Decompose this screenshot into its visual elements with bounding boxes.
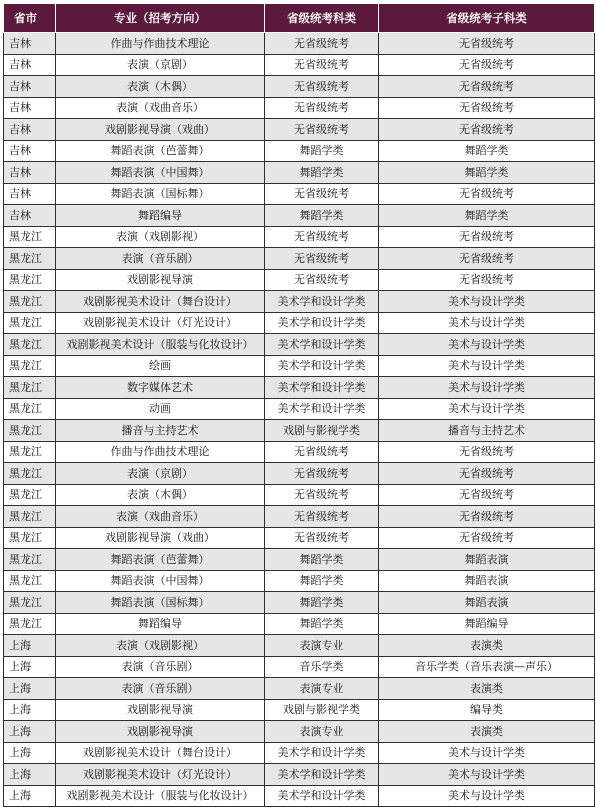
cell-province: 吉林 — [4, 97, 56, 119]
table-row — [4, 248, 595, 270]
cell-exam-category: 舞蹈学类 — [265, 140, 379, 162]
cell-major: 戏剧影视导演 — [56, 699, 265, 721]
cell-exam-category: 无省级统考 — [265, 33, 379, 55]
cell-exam-category: 美术学和设计学类 — [265, 764, 379, 786]
cell-major: 表演（木偶） — [56, 76, 265, 98]
cell-exam-subcategory: 无省级统考 — [379, 76, 595, 98]
cell-major: 数字媒体艺术 — [56, 377, 265, 399]
cell-exam-category: 表演专业 — [265, 635, 379, 657]
cell-province: 黑龙江 — [4, 441, 56, 463]
cell-major: 表演（音乐剧） — [56, 678, 265, 700]
cell-major: 表演（戏剧影视） — [56, 635, 265, 657]
cell-exam-category: 表演专业 — [265, 721, 379, 743]
cell-exam-category: 无省级统考 — [265, 527, 379, 549]
cell-exam-category: 无省级统考 — [265, 441, 379, 463]
cell-exam-subcategory: 无省级统考 — [379, 269, 595, 291]
cell-exam-subcategory: 舞蹈表演 — [379, 549, 595, 571]
cell-exam-category: 美术学和设计学类 — [265, 742, 379, 764]
table-row — [4, 119, 595, 141]
cell-province: 上海 — [4, 785, 56, 807]
cell-exam-subcategory: 舞蹈学类 — [379, 140, 595, 162]
table-row — [4, 183, 595, 205]
cell-major: 戏剧影视美术设计（服装与化妆设计） — [56, 785, 265, 807]
cell-exam-category: 无省级统考 — [265, 97, 379, 119]
table-row — [4, 205, 595, 227]
cell-exam-subcategory: 表演类 — [379, 635, 595, 657]
cell-exam-category: 美术学和设计学类 — [265, 291, 379, 313]
header-exam-subcategory: 省级统考子科类 — [379, 4, 595, 33]
table-row — [4, 54, 595, 76]
cell-exam-subcategory: 无省级统考 — [379, 506, 595, 528]
cell-major: 戏剧影视美术设计（灯光设计） — [56, 764, 265, 786]
cell-exam-category: 无省级统考 — [265, 248, 379, 270]
cell-exam-category: 表演专业 — [265, 678, 379, 700]
table-row — [4, 484, 595, 506]
cell-exam-category: 美术学和设计学类 — [265, 377, 379, 399]
cell-province: 上海 — [4, 742, 56, 764]
table-header — [4, 4, 595, 33]
table-row — [4, 398, 595, 420]
cell-exam-subcategory: 无省级统考 — [379, 484, 595, 506]
cell-major: 戏剧影视导演（戏曲） — [56, 527, 265, 549]
cell-major: 绘画 — [56, 355, 265, 377]
cell-exam-category: 无省级统考 — [265, 54, 379, 76]
cell-exam-subcategory: 无省级统考 — [379, 183, 595, 205]
cell-province: 上海 — [4, 764, 56, 786]
table-row — [4, 420, 595, 442]
table-row — [4, 592, 595, 614]
table-row — [4, 441, 595, 463]
cell-exam-category: 无省级统考 — [265, 76, 379, 98]
admissions-table — [3, 3, 595, 807]
cell-exam-category: 戏剧与影视学类 — [265, 420, 379, 442]
cell-province: 黑龙江 — [4, 291, 56, 313]
cell-major: 表演（京剧） — [56, 54, 265, 76]
cell-major: 舞蹈编导 — [56, 613, 265, 635]
cell-major: 舞蹈表演（芭蕾舞） — [56, 549, 265, 571]
cell-major: 播音与主持艺术 — [56, 420, 265, 442]
cell-exam-subcategory: 美术与设计学类 — [379, 312, 595, 334]
cell-major: 作曲与作曲技术理论 — [56, 441, 265, 463]
cell-exam-category: 舞蹈学类 — [265, 613, 379, 635]
cell-exam-category: 舞蹈学类 — [265, 162, 379, 184]
cell-province: 上海 — [4, 721, 56, 743]
header-row — [4, 4, 595, 33]
cell-exam-category: 戏剧与影视学类 — [265, 699, 379, 721]
table-row — [4, 140, 595, 162]
table-row — [4, 699, 595, 721]
table-row — [4, 549, 595, 571]
cell-exam-subcategory: 美术与设计学类 — [379, 334, 595, 356]
cell-province: 黑龙江 — [4, 420, 56, 442]
cell-major: 动画 — [56, 398, 265, 420]
cell-exam-subcategory: 美术与设计学类 — [379, 355, 595, 377]
cell-major: 表演（京剧） — [56, 463, 265, 485]
cell-exam-subcategory: 美术与设计学类 — [379, 764, 595, 786]
cell-major: 戏剧影视美术设计（服装与化妆设计） — [56, 334, 265, 356]
cell-exam-subcategory: 美术与设计学类 — [379, 785, 595, 807]
table-row — [4, 162, 595, 184]
cell-exam-subcategory: 美术与设计学类 — [379, 377, 595, 399]
cell-exam-subcategory: 无省级统考 — [379, 463, 595, 485]
cell-province: 上海 — [4, 678, 56, 700]
cell-exam-category: 无省级统考 — [265, 226, 379, 248]
table-row — [4, 742, 595, 764]
cell-exam-category: 美术学和设计学类 — [265, 355, 379, 377]
table-row — [4, 312, 595, 334]
cell-major: 戏剧影视美术设计（舞台设计） — [56, 742, 265, 764]
cell-province: 吉林 — [4, 76, 56, 98]
cell-major: 表演（戏曲音乐） — [56, 506, 265, 528]
cell-province: 黑龙江 — [4, 527, 56, 549]
cell-major: 表演（音乐剧） — [56, 248, 265, 270]
cell-exam-category: 无省级统考 — [265, 484, 379, 506]
cell-province: 黑龙江 — [4, 613, 56, 635]
table-row — [4, 764, 595, 786]
cell-major: 戏剧影视导演（戏曲） — [56, 119, 265, 141]
table-row — [4, 506, 595, 528]
cell-exam-subcategory: 无省级统考 — [379, 248, 595, 270]
table-row — [4, 377, 595, 399]
table-row — [4, 635, 595, 657]
table-row — [4, 33, 595, 55]
admissions-table-container — [3, 3, 594, 807]
table-row — [4, 463, 595, 485]
table-row — [4, 334, 595, 356]
header-exam-category: 省级统考科类 — [265, 4, 379, 33]
header-major: 专业（招考方向） — [56, 4, 265, 33]
table-row — [4, 226, 595, 248]
header-province: 省市 — [4, 4, 56, 33]
cell-major: 舞蹈表演（中国舞） — [56, 162, 265, 184]
cell-province: 吉林 — [4, 33, 56, 55]
cell-major: 表演（音乐剧） — [56, 656, 265, 678]
cell-major: 表演（戏剧影视） — [56, 226, 265, 248]
cell-exam-subcategory: 表演类 — [379, 678, 595, 700]
cell-province: 上海 — [4, 656, 56, 678]
cell-province: 黑龙江 — [4, 355, 56, 377]
cell-major: 戏剧影视导演 — [56, 721, 265, 743]
cell-province: 黑龙江 — [4, 248, 56, 270]
cell-major: 戏剧影视美术设计（舞台设计） — [56, 291, 265, 313]
cell-province: 黑龙江 — [4, 334, 56, 356]
table-row — [4, 678, 595, 700]
cell-exam-category: 无省级统考 — [265, 183, 379, 205]
cell-province: 上海 — [4, 699, 56, 721]
cell-province: 黑龙江 — [4, 463, 56, 485]
cell-province: 吉林 — [4, 119, 56, 141]
cell-exam-subcategory: 美术与设计学类 — [379, 291, 595, 313]
cell-exam-category: 无省级统考 — [265, 269, 379, 291]
cell-major: 舞蹈表演（国标舞） — [56, 183, 265, 205]
table-row — [4, 97, 595, 119]
table-row — [4, 613, 595, 635]
cell-exam-subcategory: 表演类 — [379, 721, 595, 743]
cell-major: 舞蹈表演（国标舞） — [56, 592, 265, 614]
cell-province: 吉林 — [4, 205, 56, 227]
cell-exam-subcategory: 编导类 — [379, 699, 595, 721]
cell-exam-subcategory: 无省级统考 — [379, 119, 595, 141]
cell-province: 黑龙江 — [4, 398, 56, 420]
cell-major: 戏剧影视导演 — [56, 269, 265, 291]
cell-province: 黑龙江 — [4, 592, 56, 614]
table-row — [4, 355, 595, 377]
cell-exam-subcategory: 播音与主持艺术 — [379, 420, 595, 442]
cell-major: 舞蹈表演（芭蕾舞） — [56, 140, 265, 162]
cell-exam-subcategory: 美术与设计学类 — [379, 398, 595, 420]
table-body — [4, 33, 595, 807]
cell-province: 黑龙江 — [4, 549, 56, 571]
cell-province: 黑龙江 — [4, 269, 56, 291]
cell-exam-subcategory: 舞蹈表演 — [379, 592, 595, 614]
cell-exam-subcategory: 无省级统考 — [379, 441, 595, 463]
table-row — [4, 527, 595, 549]
cell-exam-subcategory: 舞蹈表演 — [379, 570, 595, 592]
table-row — [4, 721, 595, 743]
cell-exam-subcategory: 无省级统考 — [379, 527, 595, 549]
cell-province: 吉林 — [4, 162, 56, 184]
cell-exam-category: 无省级统考 — [265, 119, 379, 141]
cell-exam-subcategory: 舞蹈学类 — [379, 205, 595, 227]
cell-province: 上海 — [4, 635, 56, 657]
cell-exam-subcategory: 舞蹈编导 — [379, 613, 595, 635]
cell-exam-category: 无省级统考 — [265, 463, 379, 485]
cell-province: 黑龙江 — [4, 484, 56, 506]
cell-exam-subcategory: 无省级统考 — [379, 33, 595, 55]
cell-exam-category: 舞蹈学类 — [265, 205, 379, 227]
cell-province: 黑龙江 — [4, 312, 56, 334]
cell-province: 黑龙江 — [4, 506, 56, 528]
cell-exam-category: 美术学和设计学类 — [265, 334, 379, 356]
cell-exam-category: 舞蹈学类 — [265, 592, 379, 614]
cell-major: 表演（木偶） — [56, 484, 265, 506]
cell-exam-category: 无省级统考 — [265, 506, 379, 528]
cell-exam-subcategory: 美术与设计学类 — [379, 742, 595, 764]
cell-major: 作曲与作曲技术理论 — [56, 33, 265, 55]
cell-exam-category: 舞蹈学类 — [265, 549, 379, 571]
cell-province: 吉林 — [4, 140, 56, 162]
cell-exam-category: 美术学和设计学类 — [265, 398, 379, 420]
cell-exam-subcategory: 音乐学类（音乐表演—声乐） — [379, 656, 595, 678]
cell-exam-category: 美术学和设计学类 — [265, 312, 379, 334]
table-row — [4, 291, 595, 313]
cell-exam-category: 美术学和设计学类 — [265, 785, 379, 807]
cell-major: 舞蹈表演（中国舞） — [56, 570, 265, 592]
cell-major: 舞蹈编导 — [56, 205, 265, 227]
cell-exam-subcategory: 无省级统考 — [379, 54, 595, 76]
cell-exam-category: 舞蹈学类 — [265, 570, 379, 592]
cell-province: 黑龙江 — [4, 570, 56, 592]
table-row — [4, 656, 595, 678]
table-row — [4, 76, 595, 98]
cell-province: 黑龙江 — [4, 377, 56, 399]
cell-exam-subcategory: 无省级统考 — [379, 226, 595, 248]
table-row — [4, 570, 595, 592]
cell-major: 戏剧影视美术设计（灯光设计） — [56, 312, 265, 334]
table-row — [4, 269, 595, 291]
table-row — [4, 785, 595, 807]
cell-exam-subcategory: 舞蹈学类 — [379, 162, 595, 184]
cell-province: 吉林 — [4, 54, 56, 76]
cell-major: 表演（戏曲音乐） — [56, 97, 265, 119]
cell-exam-subcategory: 无省级统考 — [379, 97, 595, 119]
cell-province: 黑龙江 — [4, 226, 56, 248]
cell-exam-category: 音乐学类 — [265, 656, 379, 678]
cell-province: 吉林 — [4, 183, 56, 205]
